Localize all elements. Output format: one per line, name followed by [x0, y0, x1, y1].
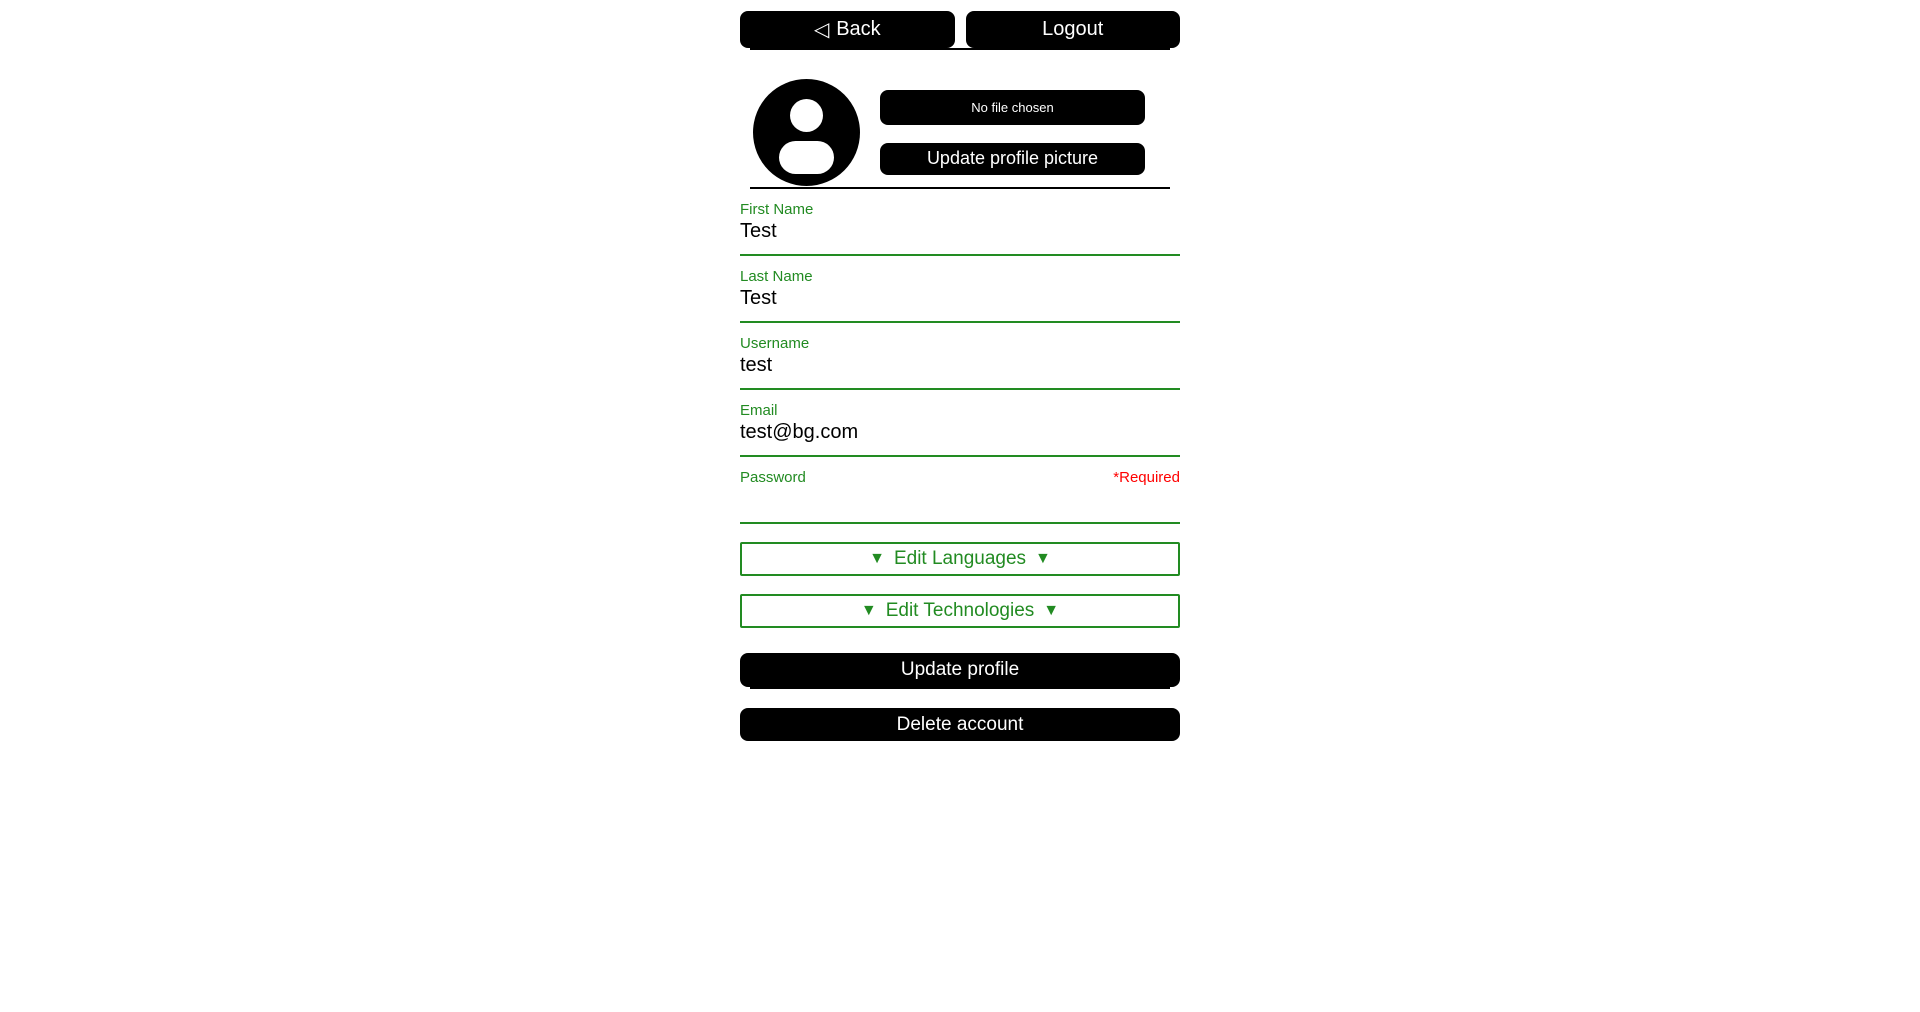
last-name-label: Last Name — [740, 268, 813, 285]
delete-account-label: Delete account — [896, 713, 1024, 735]
first-name-field — [740, 189, 1180, 256]
divider — [750, 687, 1170, 689]
first-name-label: First Name — [740, 201, 814, 218]
edit-languages-label: Edit Languages — [893, 548, 1027, 569]
back-button-label: Back — [836, 18, 881, 40]
required-note: *Required — [1113, 469, 1180, 486]
update-profile-label: Update profile — [900, 659, 1020, 680]
divider — [750, 48, 1170, 50]
profile-form — [740, 189, 1180, 687]
chevron-down-icon: ▼ — [1035, 550, 1051, 567]
last-name-field — [740, 256, 1180, 323]
password-field — [740, 457, 1180, 524]
profile-picture-file-input[interactable] — [880, 90, 1145, 125]
chevron-down-icon: ▼ — [1043, 602, 1060, 619]
chevron-down-icon: ▼ — [860, 602, 877, 619]
username-label: Username — [740, 335, 810, 352]
email-field — [740, 390, 1180, 457]
logout-button-label: Logout — [1042, 18, 1104, 40]
email-input[interactable] — [740, 419, 1180, 455]
profile-page — [740, 0, 1180, 741]
picture-buttons — [880, 90, 1145, 175]
password-label: Password — [740, 469, 806, 486]
update-profile-picture-button[interactable] — [880, 143, 1145, 175]
topbar — [740, 11, 1180, 48]
first-name-input[interactable] — [740, 218, 1180, 254]
chevron-down-icon: ▼ — [869, 550, 885, 567]
profile-picture-section — [740, 77, 1180, 187]
update-profile-picture-label: Update profile picture — [926, 148, 1099, 168]
edit-technologies-button[interactable] — [740, 594, 1180, 628]
file-input-status-text: No file chosen — [971, 99, 1054, 115]
password-input[interactable] — [740, 486, 1180, 522]
username-field — [740, 323, 1180, 390]
email-label: Email — [740, 402, 778, 419]
delete-account-button[interactable] — [740, 708, 1180, 741]
account-circle-icon — [753, 79, 860, 186]
back-arrow-icon: ◁ — [813, 19, 830, 41]
edit-languages-button[interactable] — [740, 542, 1180, 576]
username-input[interactable] — [740, 352, 1180, 388]
back-button[interactable] — [740, 11, 955, 48]
update-profile-button[interactable] — [740, 653, 1180, 687]
last-name-input[interactable] — [740, 285, 1180, 321]
edit-technologies-label: Edit Technologies — [885, 600, 1035, 621]
logout-button[interactable] — [966, 11, 1181, 48]
